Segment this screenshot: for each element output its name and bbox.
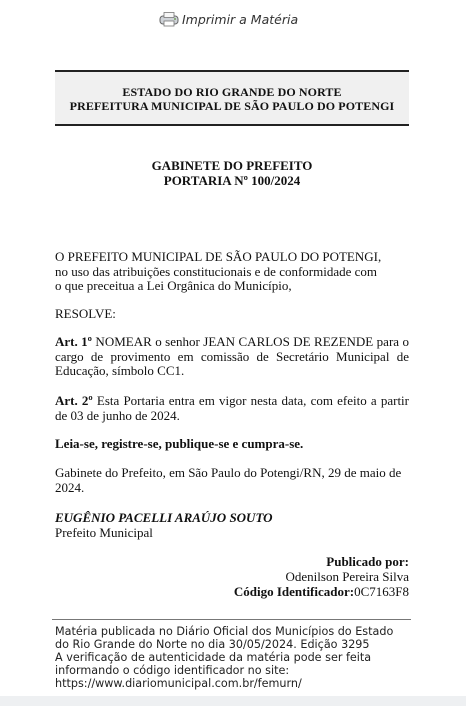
intro-line-2: no uso das atribuições constitucionais e de conformidade com	[55, 263, 378, 279]
resolve-label: RESOLVE:	[55, 306, 116, 321]
signer-name: EUGÊNIO PACELLI ARAÚJO SOUTO	[55, 510, 273, 525]
title-ordinance: PORTARIA Nº 100/2024	[163, 173, 301, 188]
intro-paragraph	[55, 250, 409, 294]
published-by: Odenilson Pereira Silva	[285, 569, 409, 584]
closing-formula: Leia-se, registre-se, publique-se e cumpra-se.	[55, 436, 304, 451]
footer-line-1: Matéria publicada no Diário Oficial dos Municípios do Estado	[55, 625, 394, 638]
article-2-text: Esta Portaria entra em vigor nesta data, com efeito a partir de 03 de junho de 2024.	[55, 393, 409, 423]
article-1-label: Art. 1º	[55, 334, 92, 349]
header-state: ESTADO DO RIO GRANDE DO NORTE	[122, 85, 342, 99]
footer-divider	[52, 619, 411, 620]
identifier-code: 0C7163F8	[354, 584, 409, 599]
header-prefecture: PREFEITURA MUNICIPAL DE SÃO PAULO DO POTENGI	[69, 99, 395, 113]
print-button[interactable]	[158, 9, 298, 29]
article-1-text: NOMEAR o senhor JEAN CARLOS DE REZENDE para o cargo de provimento em comissão de Secretário Municipal de Educação, símbolo CC1.	[55, 334, 410, 378]
footer-note	[55, 625, 415, 690]
footer-line-2: do Rio Grande do Norte no dia 30/05/2024. Edição 3295	[55, 638, 370, 651]
article-2-label: Art. 2º	[55, 393, 93, 408]
article-1	[55, 335, 409, 379]
code-label: Código Identificador:	[233, 584, 355, 599]
article-2	[55, 394, 409, 423]
document-title	[55, 158, 409, 188]
publication-info	[55, 554, 409, 599]
signer-role: Prefeito Municipal	[55, 524, 153, 540]
print-label[interactable]: Imprimir a Matéria	[182, 11, 299, 27]
footer-line-3: A verificação de autenticidade da matéria pode ser feita	[55, 651, 372, 664]
intro-line-1: O PREFEITO MUNICIPAL DE SÃO PAULO DO POTENGI,	[55, 249, 382, 264]
footer-url-link[interactable]: https://www.diariomunicipal.com.br/femurn/	[55, 677, 302, 690]
bottom-strip	[0, 696, 466, 706]
printer-icon	[158, 11, 180, 27]
signature-block	[55, 511, 409, 540]
title-office: GABINETE DO PREFEITO	[151, 158, 313, 173]
intro-line-3: o que preceitua a Lei Orgânica do Município,	[55, 278, 292, 293]
document-header	[55, 70, 409, 126]
footer-line-4: informando o código identificador no site:	[55, 664, 290, 677]
place-date: Gabinete do Prefeito, em São Paulo do Potengi/RN, 29 de maio de 2024.	[55, 465, 402, 495]
published-by-label: Publicado por:	[326, 554, 409, 569]
